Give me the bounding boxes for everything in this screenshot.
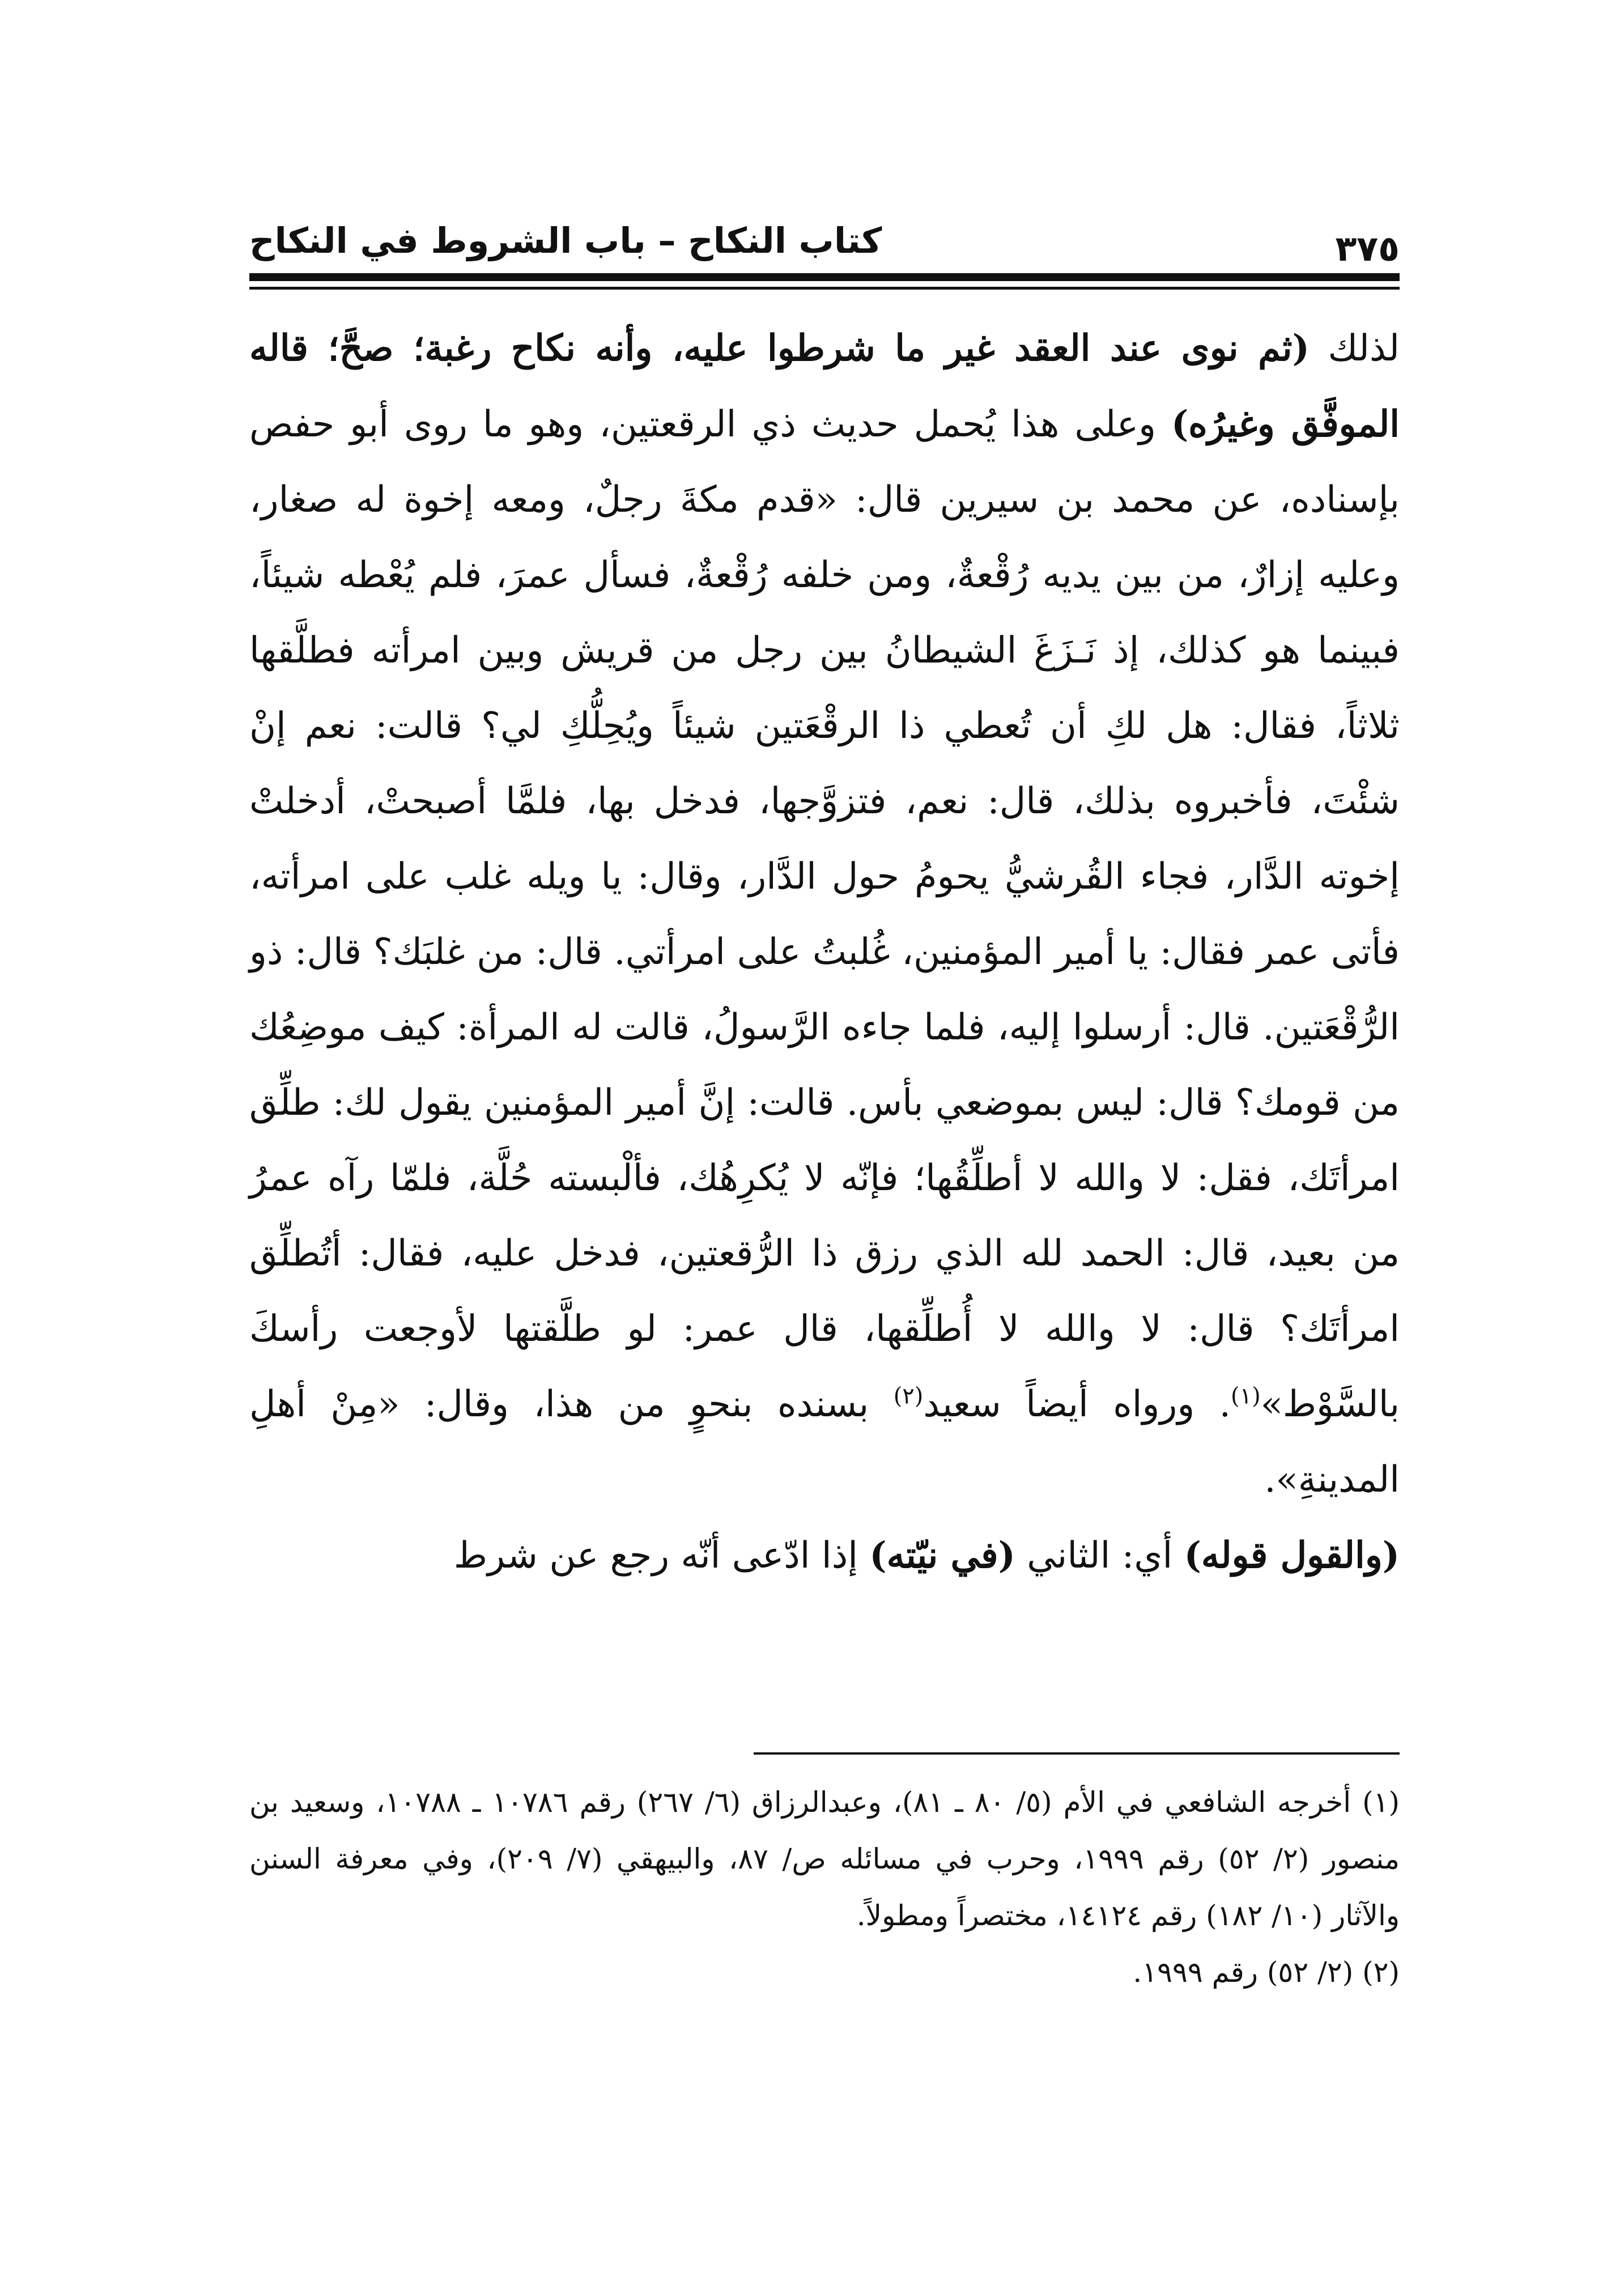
page-number: ٣٧٥ xyxy=(1335,228,1400,269)
footnotes xyxy=(249,1774,1400,2001)
bold-matn-text: (ثم نوى عند العقد غير ما شرطوا عليه، وأنه نكاح رغبة؛ صحَّ؛ قاله الموفَّق وغيرُه) xyxy=(249,327,1400,445)
chapter-title: كتاب النكاح – باب الشروط في النكاح xyxy=(249,220,882,261)
running-header xyxy=(249,215,1400,272)
header-rule-thick xyxy=(249,273,1400,281)
footnote-separator xyxy=(754,1752,1400,1755)
main-text xyxy=(249,311,1400,1594)
text-span: أي: الثاني xyxy=(1015,1535,1184,1577)
bold-matn-text: (والقول قوله) xyxy=(1184,1534,1400,1577)
paragraph-1 xyxy=(249,311,1400,1518)
footnote-ref-1: (١) xyxy=(1230,1383,1261,1409)
footnote-ref-2: (٢) xyxy=(893,1383,924,1409)
text-span: لذلك xyxy=(1309,328,1400,370)
text-span: إذا ادّعى أنّه رجع عن شرط xyxy=(453,1535,870,1577)
bold-matn-text: (في نيّته) xyxy=(869,1534,1015,1577)
text-span: . ورواه أيضاً سعيد xyxy=(923,1383,1231,1425)
paragraph-2 xyxy=(249,1518,1400,1594)
text-span: بسنده بنحوٍ من هذا، وقال: «مِنْ أهلِ المدينةِ». xyxy=(249,1383,1400,1501)
header-rule-thin xyxy=(249,287,1400,290)
text-span: وعلى هذا يُحمل حديث ذي الرقعتين، وهو ما روى أبو حفص بإسناده، عن محمد بن سيرين قال: «قدم مكةَ رجلٌ، ومعه إخوة له صغار، وعليه إزارٌ، من بين يديه رُقْعةٌ، ومن خلفه رُقْعةٌ، فسأل عمرَ، فلم يُعْطه شيئاً، فبينما هو كذلك، إذ نَـزَغَ الشيطانُ بين رجل من قريش وبين امرأته فطلَّقها ثلاثاً، فقال: هل لكِ أن تُعطي ذا الرقْعَتين شيئاً ويُحِلُّكِ لي؟ قالت: نعم إنْ شئْتَ، فأخبروه بذلك، قال: نعم، فتزوَّجها، فدخل بها، فلمَّا أصبحتْ، أدخلتْ إخوته الدَّار، فجاء القُرشيُّ يحومُ حول الدَّار، وقال: يا ويله غلب على امرأته، فأتى عمر فقال: يا أمير المؤمنين، غُلبتُ على امرأتي. قال: من غلبَك؟ قال: ذو الرُّقْعَتين. قال: أرسلوا إليه، فلما جاءه الرَّسولُ، قالت له المرأة: كيف موضِعُك من قومك؟ قال: ليس بموضعي بأس. قالت: إنَّ أمير المؤمنين يقول لك: طلِّق امرأتَك، فقل: لا والله لا أطلِّقُها؛ فإنّه لا يُكرِهُك، فألْبسته حُلَّة، فلمّا رآه عمرُ من بعيد، قال: الحمد لله الذي رزق ذا الرُّقعتين، فدخل عليه، فقال: أتُطلِّق امرأتَك؟ قال: لا والله لا أُطلِّقها، قال عمر: لو طلَّقتها لأوجعت رأسكَ بالسَّوْط» xyxy=(249,404,1400,1425)
footnote-1: (١) أخرجه الشافعي في الأم (٥/ ٨٠ ـ ٨١)، وعبدالرزاق (٦/ ٢٦٧) رقم ١٠٧٨٦ ـ ١٠٧٨٨، وسعيد بن منصور (٢/ ٥٢) رقم ١٩٩٩، وحرب في مسائله ص/ ٨٧، والبيهقي (٧/ ٢٠٩)، وفي معرفة السنن والآثار (١٠/ ١٨٢) رقم ١٤١٢٤، مختصراً ومطولاً. xyxy=(249,1786,1400,1932)
footnote-2: (٢) (٢/ ٥٢) رقم ١٩٩٩. xyxy=(1133,1956,1400,1989)
